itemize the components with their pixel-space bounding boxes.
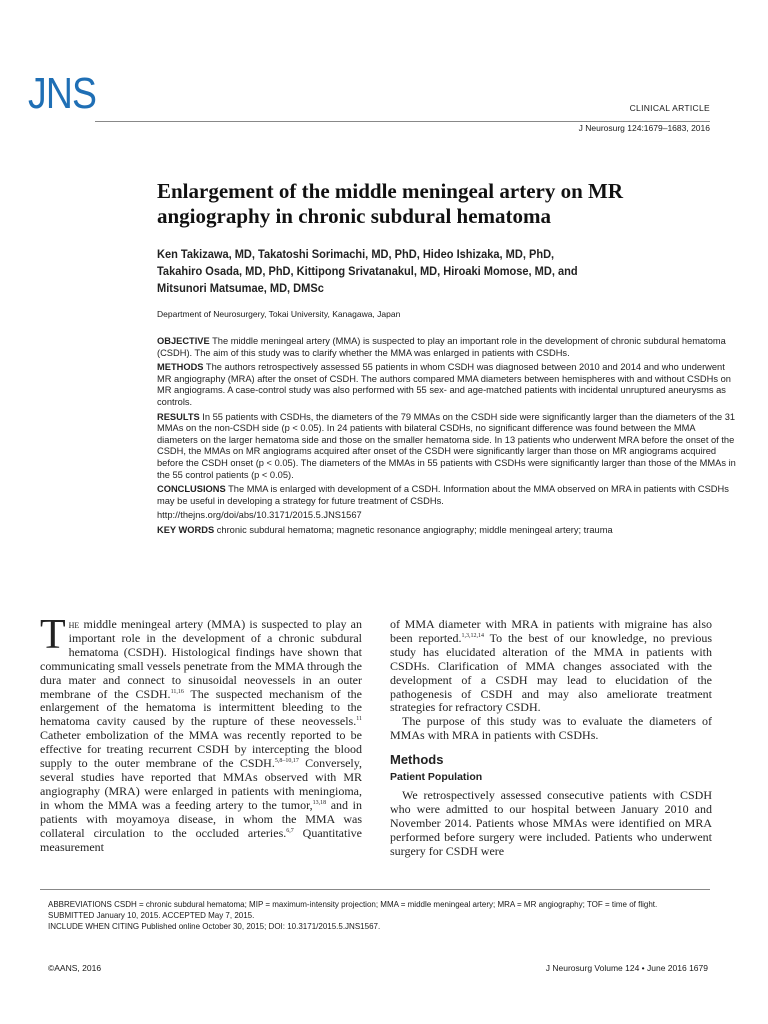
- section-heading-methods: Methods: [390, 752, 444, 768]
- submitted-label: SUBMITTED: [48, 911, 95, 920]
- authors-line: Mitsunori Matsumae, MD, DMSc: [157, 281, 324, 295]
- article-title: Enlargement of the middle meningeal artery on MR angiography in chronic subdural hematoma: [157, 179, 624, 228]
- header-rule: [95, 121, 710, 122]
- page-info: J Neurosurg Volume 124 • June 2016 1679: [545, 963, 708, 973]
- footnote-rule: [40, 889, 710, 890]
- results-label: RESULTS: [157, 411, 200, 422]
- body-text: Catheter embolization of the MMA was recently reported to be effective for treating recurrent CSDH by intercepting the blood supply to the outer membrane of the CSDH.: [40, 728, 362, 771]
- submitted-date: January 10, 2015.: [96, 911, 161, 920]
- authors-line: Ken Takizawa, MD, Takatoshi Sorimachi, MD, PhD, Hideo Ishizaka, MD, PhD,: [157, 247, 555, 261]
- reference[interactable]: 13,18: [312, 799, 327, 806]
- accepted-date: May 7, 2015.: [208, 911, 255, 920]
- journal-logo: JNS: [28, 69, 97, 118]
- methods-text: The authors retrospectively assessed 55 patients in whom CSDH was diagnosed between 2010 and 2014 and who underwent MR angiography (MRA) after the onset of CSDH. The authors compared MMA diameters between hemispheres with and without CSDHs on MR angiograms. A case-control study was also performed with 55 sex- and age-matched patients with incidental unruptured aneurysms as controls.: [157, 362, 731, 407]
- body-text: middle meningeal artery (MMA) is suspected to play an important role in the development of a chronic subdural hematoma (CSDH). Histological findings have shown that communicating small vessels penetrate from the MMA through the dura mater and connect to sinusoidal neovessels in an outer membrane of the CSDH.: [40, 617, 362, 701]
- authors-line: Takahiro Osada, MD, PhD, Kittipong Srivatanakul, MD, Hiroaki Momose, MD, and: [157, 264, 578, 278]
- methods-paragraph: We retrospectively assessed consecutive patients with CSDH who were admitted to our hospital between January 2010 and November 2014. Patients whose MMAs were identified on MRA performed before surgery were included. Patients who underwent surgery for CSDH were: [390, 787, 712, 858]
- citing-info: [48, 921, 708, 932]
- results-text: In 55 patients with CSDHs, the diameters of the 79 MMAs on the CSDH side were significantly larger than the diameters of the 31 MMAs on the non-CSDH side (p < 0.05). In 24 patients with bilateral CSDHs, no significant difference was found between the MMA diameters on the larger hematoma side and those on the smaller hematoma side. In 13 patients who underwent MRA before the onset of the CSDH, the MMAs on MR angiograms acquired after onset of the CSDH were significantly larger than those on MR angiograms acquired before the CSDH onset (p < 0.05). The diameters of the MMAs in 55 patients with CSDHs were significantly larger than those of the MMAs in the 55 control patients (p < 0.05).: [157, 411, 736, 480]
- include-text: Published online October 30, 2015; DOI: 10.3171/2015.5.JNS1567.: [141, 922, 381, 931]
- body-text: and in patients with moyamoya disease, in whom the MMA was collateral circulation to the occluded arteries.: [40, 797, 362, 840]
- affiliation: Department of Neurosurgery, Tokai University, Kanagawa, Japan: [157, 309, 401, 319]
- abstract-keywords: [157, 525, 737, 537]
- abstract-objective: [157, 336, 737, 359]
- first-word: he: [68, 617, 80, 631]
- author-list: [157, 246, 599, 297]
- reference[interactable]: 11,16: [170, 688, 184, 695]
- body-text: Quantitative measurement: [40, 825, 362, 854]
- reference[interactable]: 1,3,12,14: [461, 632, 484, 639]
- body-text: The suspected mechanism of the enlargement of the hematoma is intermittent bleeding to the hematoma cavity caused by the rupture of these neovessels.: [40, 686, 362, 729]
- purpose-paragraph: The purpose of this study was to evaluate the diameters of MMAs with MRA in patients with CSDHs.: [390, 714, 712, 743]
- intro-paragraph: [40, 612, 362, 854]
- copyright: ©AANS, 2016: [48, 963, 102, 973]
- reference[interactable]: 5,8–10,17: [274, 758, 299, 765]
- conclusions-text: The MMA is enlarged with development of a CSDH. Information about the MMA observed on MRA in patients with CSDHs may be useful in developing a strategy for future treatment of CSDHs.: [157, 484, 729, 506]
- keywords-label: KEY WORDS: [157, 524, 215, 535]
- footnotes: [48, 899, 708, 932]
- abstract-conclusions: [157, 484, 737, 507]
- abstract: [157, 336, 737, 540]
- body-column-right: [390, 618, 712, 859]
- body-text: Conversely, several studies have reported that MMAs observed with MR angiography (MRA) were enlarged in patients with meningioma, in whom the MMA was a feeding artery to the tumor,: [40, 756, 362, 812]
- accepted-label: ACCEPTED: [162, 911, 206, 920]
- keywords-text: chronic subdural hematoma; magnetic resonance angiography; middle meningeal artery; trauma: [216, 524, 613, 535]
- body-text: of MMA diameter with MRA in patients with migraine has also been reported.: [390, 617, 712, 645]
- abbreviations-text: CSDH = chronic subdural hematoma; MIP = maximum-intensity projection; MMA = middle meningeal artery; MRA = MR angiography; TOF = time of flight.: [114, 900, 658, 909]
- submission-dates: [48, 910, 708, 921]
- doi-link[interactable]: http://thejns.org/doi/abs/10.3171/2015.5.JNS1567: [157, 510, 362, 521]
- abbreviations: [48, 899, 708, 910]
- article-type: CLINICAL ARTICLE: [629, 103, 710, 113]
- reference[interactable]: 6,7: [286, 827, 294, 834]
- intro-continuation: [390, 618, 712, 715]
- subsection-heading: Patient Population: [390, 771, 483, 784]
- drop-cap: T: [40, 612, 66, 658]
- abstract-results: [157, 412, 737, 482]
- methods-label: METHODS: [157, 362, 204, 373]
- body-column-left: [40, 612, 362, 854]
- abbreviations-label: ABBREVIATIONS: [48, 900, 112, 909]
- objective-label: OBJECTIVE: [157, 336, 210, 346]
- conclusions-label: CONCLUSIONS: [157, 484, 226, 495]
- include-label: INCLUDE WHEN CITING: [48, 922, 140, 931]
- journal-citation: J Neurosurg 124:1679–1683, 2016: [578, 123, 710, 133]
- objective-text: The middle meningeal artery (MMA) is suspected to play an important role in the development of chronic subdural hematoma (CSDH). The aim of this study was to clarify whether the MMA was enlarged in patients with CSDHs.: [157, 336, 726, 358]
- abstract-methods: [157, 362, 737, 408]
- reference[interactable]: 11: [356, 716, 362, 723]
- body-text: To the best of our knowledge, no previous study has elucidated alteration of the MMA in patients with CSDHs. Clarification of MMA changes associated with the development of a CSDH may lead to elucidation of the pathogenesis of CSDH and may also ameliorate treatment strategies for refractory CSDH.: [390, 630, 712, 715]
